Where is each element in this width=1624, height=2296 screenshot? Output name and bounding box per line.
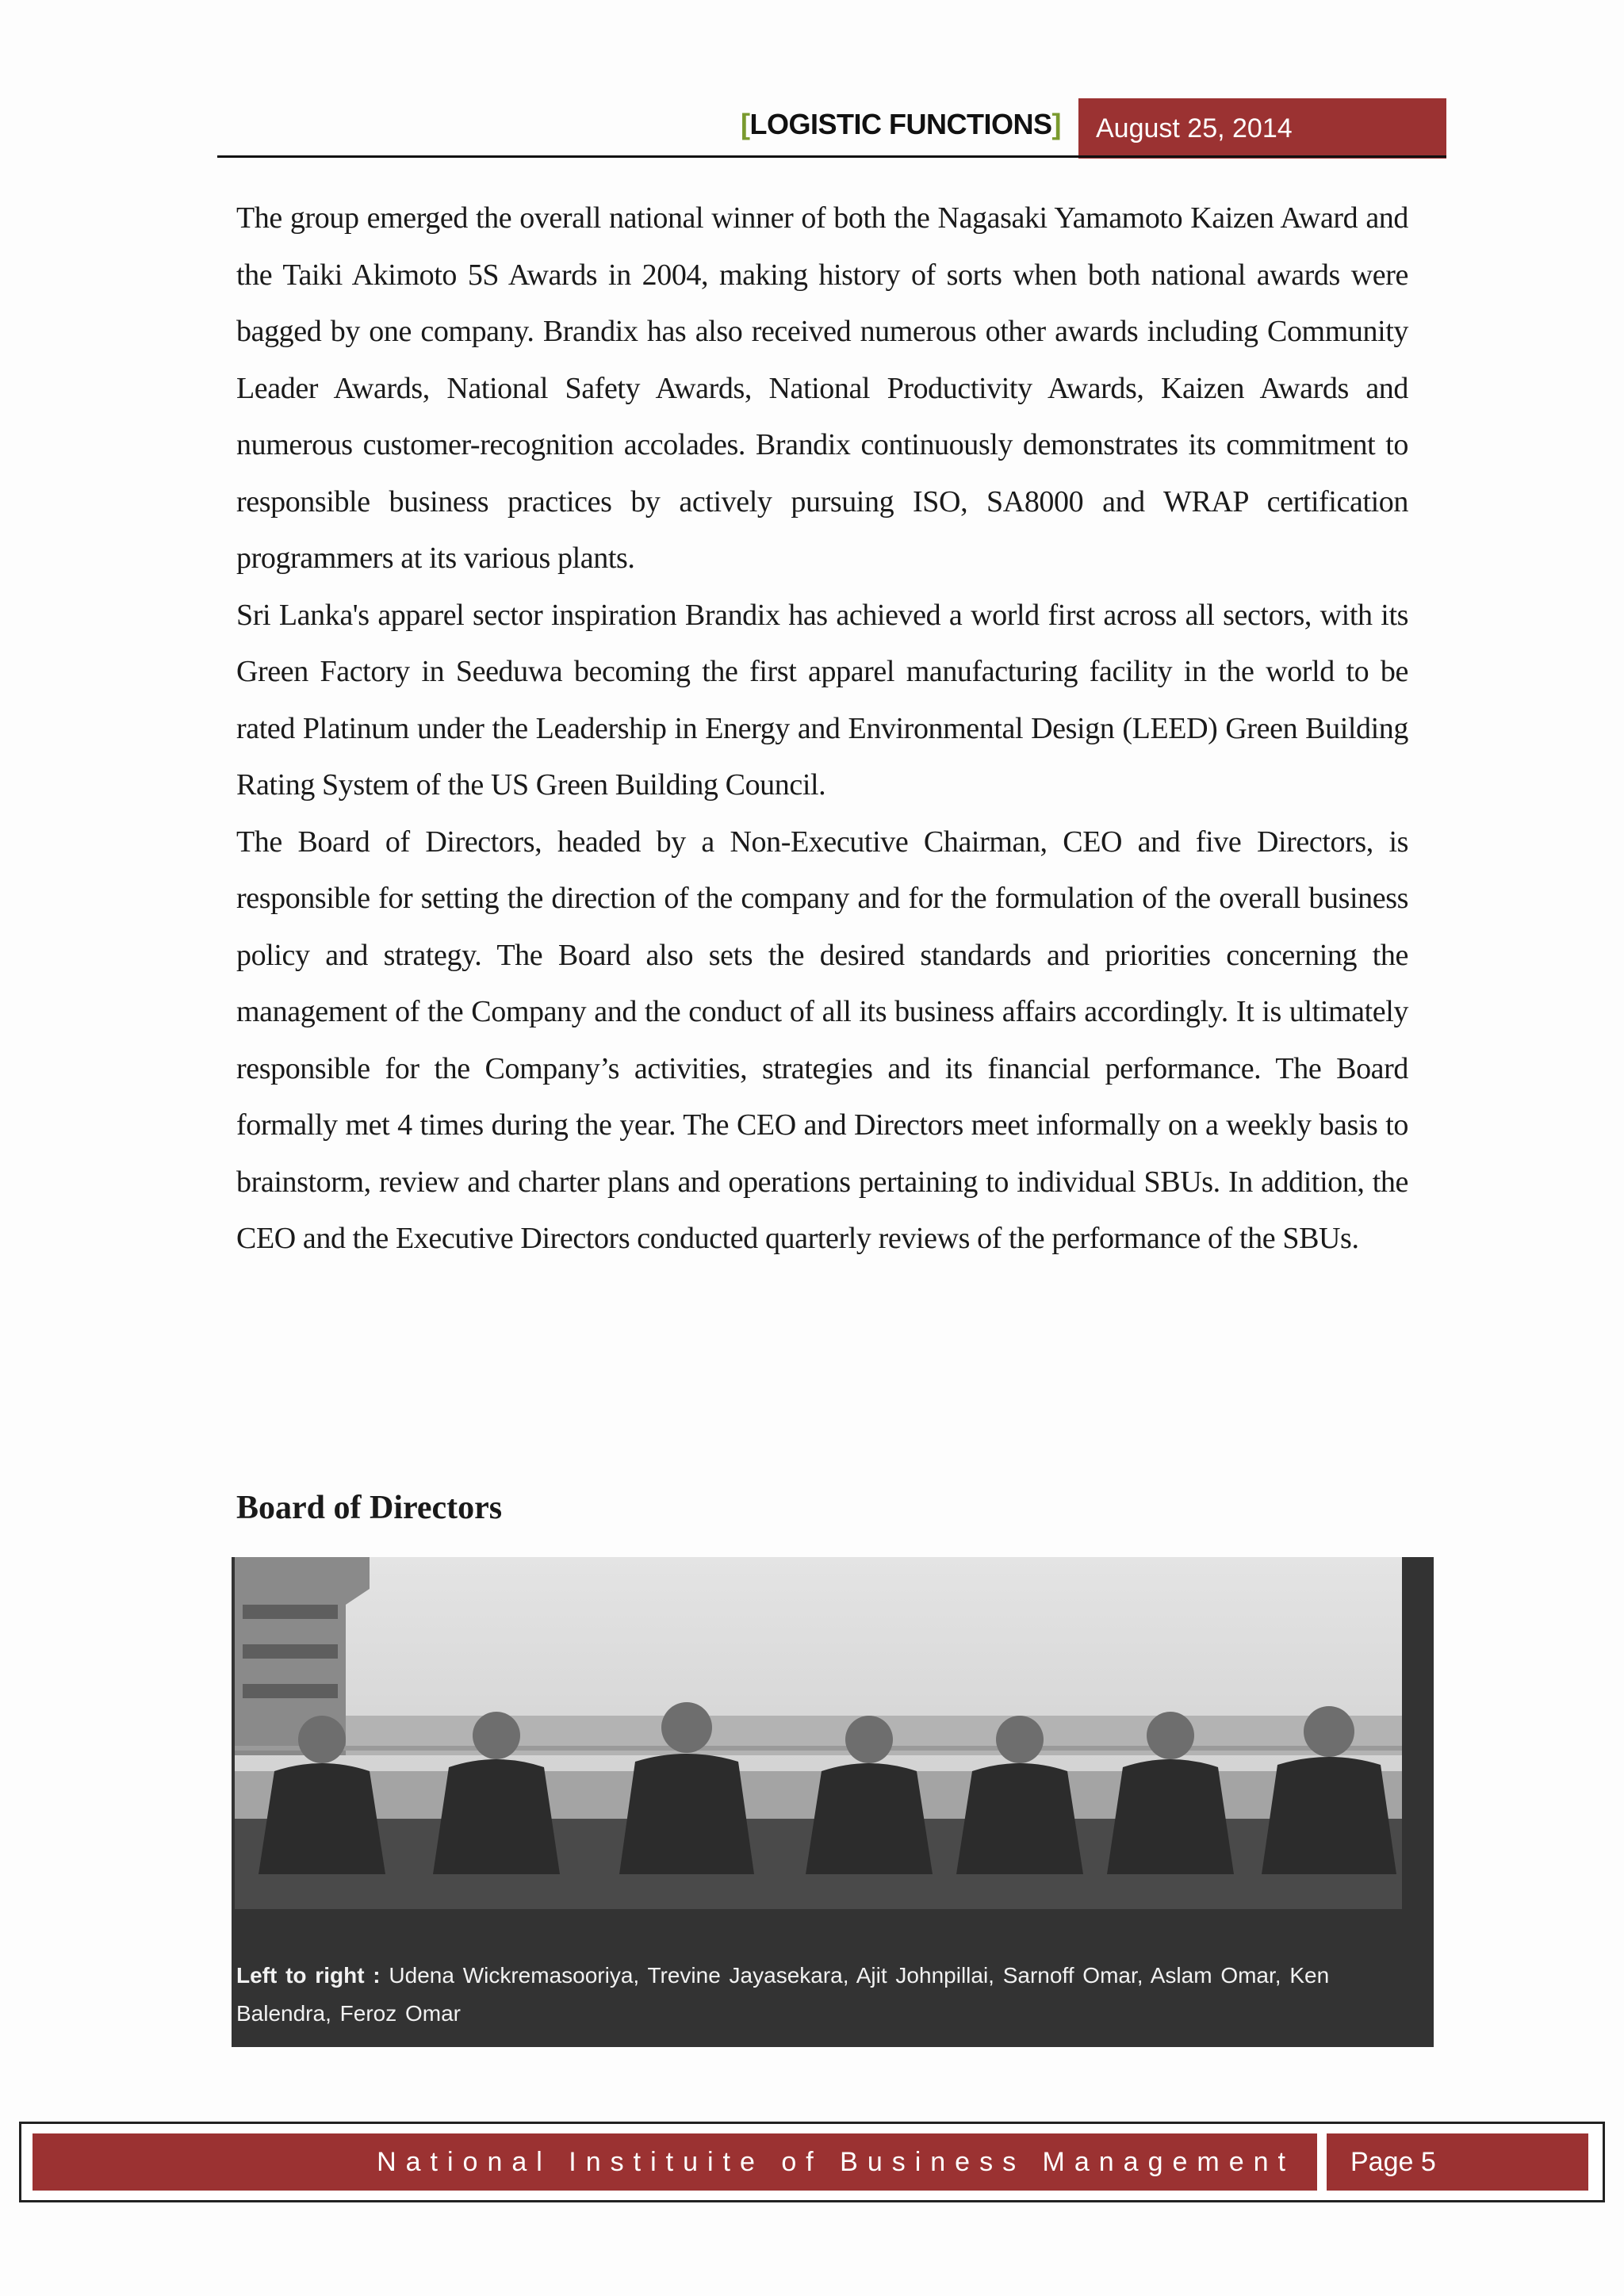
header-bracket-close: ] (1051, 108, 1061, 140)
header-date: August 25, 2014 (1078, 98, 1446, 159)
caption-label: Left to right : (236, 1963, 381, 1988)
paragraph-awards: The group emerged the overall national winner of both the Nagasaki Yamamoto Kaizen Award and the Taiki Akimoto 5S Awards in 2004, making history of sorts when both national awards were bagged by one company. Brandix has also received numerous other awards including Community Leader Awards, National Safety Awards, National Productivity Awards, Kaizen Awards and numerous customer-recognition accolades. Brandix continuously demonstrates its commitment to responsible business practices by actively pursuing ISO, SA8000 and WRAP certification programmers at its various plants. (236, 201, 1408, 575)
header-title-text: LOGISTIC FUNCTIONS (749, 108, 1052, 140)
paragraph-board: The Board of Directors, headed by a Non-Executive Chairman, CEO and five Directors, is responsible for setting the direction of the company and for the formulation of the overall business policy and strategy. The Board also sets the desired standards and priorities concerning the management of the Company and the conduct of all its business affairs accordingly. It is ultimately responsible for the Company’s activities, strategies and its financial performance. The Board formally met 4 times during the year. The CEO and Directors meet informally on a weekly basis to brainstorm, review and charter plans and operations pertaining to individual SBUs. In addition, the CEO and the Executive Directors conducted quarterly reviews of the performance of the SBUs. (236, 825, 1408, 1255)
caption-names: Udena Wickremasooriya, Trevine Jayasekara, Ajit Johnpillai, Sarnoff Omar, Aslam Omar, Ken Balendra, Feroz Omar (236, 1963, 1330, 2026)
footer-institution: National Instituite of Business Management (33, 2133, 1317, 2191)
header-bracket-open: [ (741, 108, 750, 140)
paragraph-green-factory: Sri Lanka's apparel sector inspiration Brandix has achieved a world first across all sectors, with its Green Factory in Seeduwa becoming the first apparel manufacturing facility in the world to be rated Platinum under the Leadership in Energy and Environmental Design (LEED) Green Building Rating System of the US Green Building Council. (236, 598, 1408, 802)
footer-page-number: Page 5 (1327, 2133, 1588, 2191)
body-text (236, 190, 1408, 1268)
board-of-directors-photo (235, 1557, 1402, 1909)
board-photo-panel (232, 1557, 1434, 2047)
header-divider (217, 155, 1446, 158)
footer (19, 2122, 1605, 2202)
header-title (741, 108, 1061, 141)
photo-caption (236, 1957, 1410, 2033)
section-heading: Board of Directors (236, 1490, 503, 1526)
